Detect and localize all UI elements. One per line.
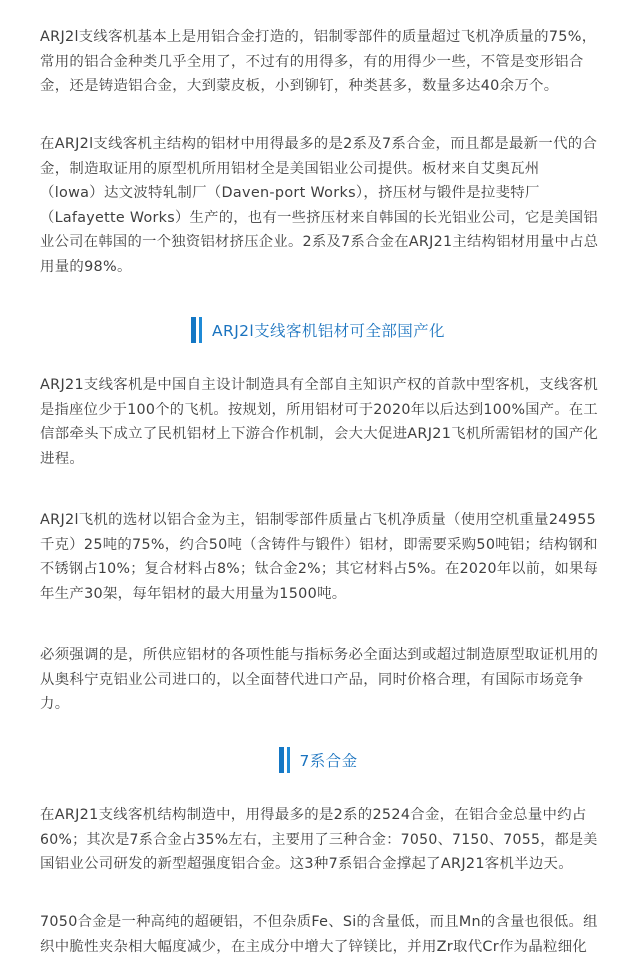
text-line: 在ARJ2l支线客机主结构的铝材中用得最多的是2系及7系合金，而且都是最新一代的合 xyxy=(40,136,598,152)
text-line: 用量的98%。 xyxy=(40,258,132,275)
heading-bar-icon xyxy=(279,747,290,773)
section-heading-title: ARJ2l支线客机铝材可全部国产化 xyxy=(212,322,445,340)
section-heading-7-series xyxy=(0,745,636,775)
paragraph-aluminum-usage xyxy=(40,25,598,99)
text-line: 金，还是铸造铝合金，大到蒙皮板，小到铆钉，种类甚多，数量多达40余万个。 xyxy=(40,78,559,94)
text-line: 进程。 xyxy=(40,450,85,467)
text-line: ARJ2l支线客机基本上是用铝合金打造的，铝制零部件的质量超过飞机净质量的75%， xyxy=(40,29,597,45)
text-line: （lowa）达文波特轧制厂（Daven-port Works），挤压材与锻件是拉斐特厂 xyxy=(40,185,540,201)
text-line: 60%；其次是7系合金占35%左右，主要用了三种合金：7050、7150、7055，都是美 xyxy=(40,831,598,848)
paragraph-7050-alloy xyxy=(40,910,598,959)
text-line: 金，制造取证用的原型机所用铝材全是美国铝业公司提供。板材来自艾奥瓦州 xyxy=(40,160,540,177)
text-line: 在ARJ21支线客机结构制造中，用得最多的是2系的2524合金，在铝合金总量中约占 xyxy=(40,807,587,823)
text-line: 国铝业公司研发的新型超强度铝合金。这3种7系铝合金撑起了ARJ21客机半边天。 xyxy=(40,856,573,872)
paragraph-material-breakdown xyxy=(40,508,598,606)
text-line: 业公司在韩国的一个独资铝材挤压企业。2系及7系合金在ARJ21主结构铝材用量中占总 xyxy=(40,234,599,250)
text-line: ARJ2l飞机的选材以铝合金为主，铝制零部件质量占飞机净质量（使用空机重量24955 xyxy=(40,512,597,528)
text-line: （Lafayette Works）生产的，也有一些挤压材来自韩国的长光铝业公司，它是美国铝 xyxy=(40,209,598,226)
text-line: 必须强调的是，所供应铝材的各项性能与指标务必全面达到或超过制造原型取证机用的 xyxy=(40,647,599,663)
text-line: 织中脆性夹杂相大幅度减少，在主成分中增大了锌镁比，并用Zr取代Cr作为晶粒细化 xyxy=(40,938,588,955)
section-heading-localization xyxy=(0,315,636,345)
paragraph-arj21-intro xyxy=(40,373,598,471)
text-line: 年生产30架，每年铝材的最大用量为1500吨。 xyxy=(40,585,347,602)
text-line: 是指座位少于100个的飞机。按规划，所用铝材可于2020年以后达到100%国产。在工 xyxy=(40,401,598,418)
paragraph-quality-requirement xyxy=(40,643,598,717)
text-line: ARJ21支线客机是中国自主设计制造具有全部自主知识产权的首款中型客机，支线客机 xyxy=(40,377,599,393)
text-line: 常用的铝合金种类几乎全用了，不过有的用得多，有的用得少一些，不管是变形铝合 xyxy=(40,53,584,70)
paragraph-alloy-shares xyxy=(40,803,598,877)
text-line: 从奥科宁克铝业公司进口的，以全面替代进口产品，同时价格合理，有国际市场竞争 xyxy=(40,671,584,688)
heading-bar-icon xyxy=(191,317,202,343)
paragraph-main-structure-alloys xyxy=(40,132,598,279)
text-line: 力。 xyxy=(40,696,70,712)
text-line: 不锈钢占10%；复合材料占8%；钛合金2%；其它材料占5%。在2020年以前，如果每 xyxy=(40,561,599,577)
text-line: 千克）25吨的75%，约合50吨（含铸件与锻件）铝材，即需要采购50吨铝；结构钢和 xyxy=(40,536,598,553)
section-heading-title: 7系合金 xyxy=(299,752,358,770)
text-line: 信部牵头下成立了民机铝材上下游合作机制，会大大促进ARJ21飞机所需铝材的国产化 xyxy=(40,426,599,442)
text-line: 7050合金是一种高纯的超硬铝，不但杂质Fe、Si的含量低，而且Mn的含量也很低。组 xyxy=(40,914,598,930)
